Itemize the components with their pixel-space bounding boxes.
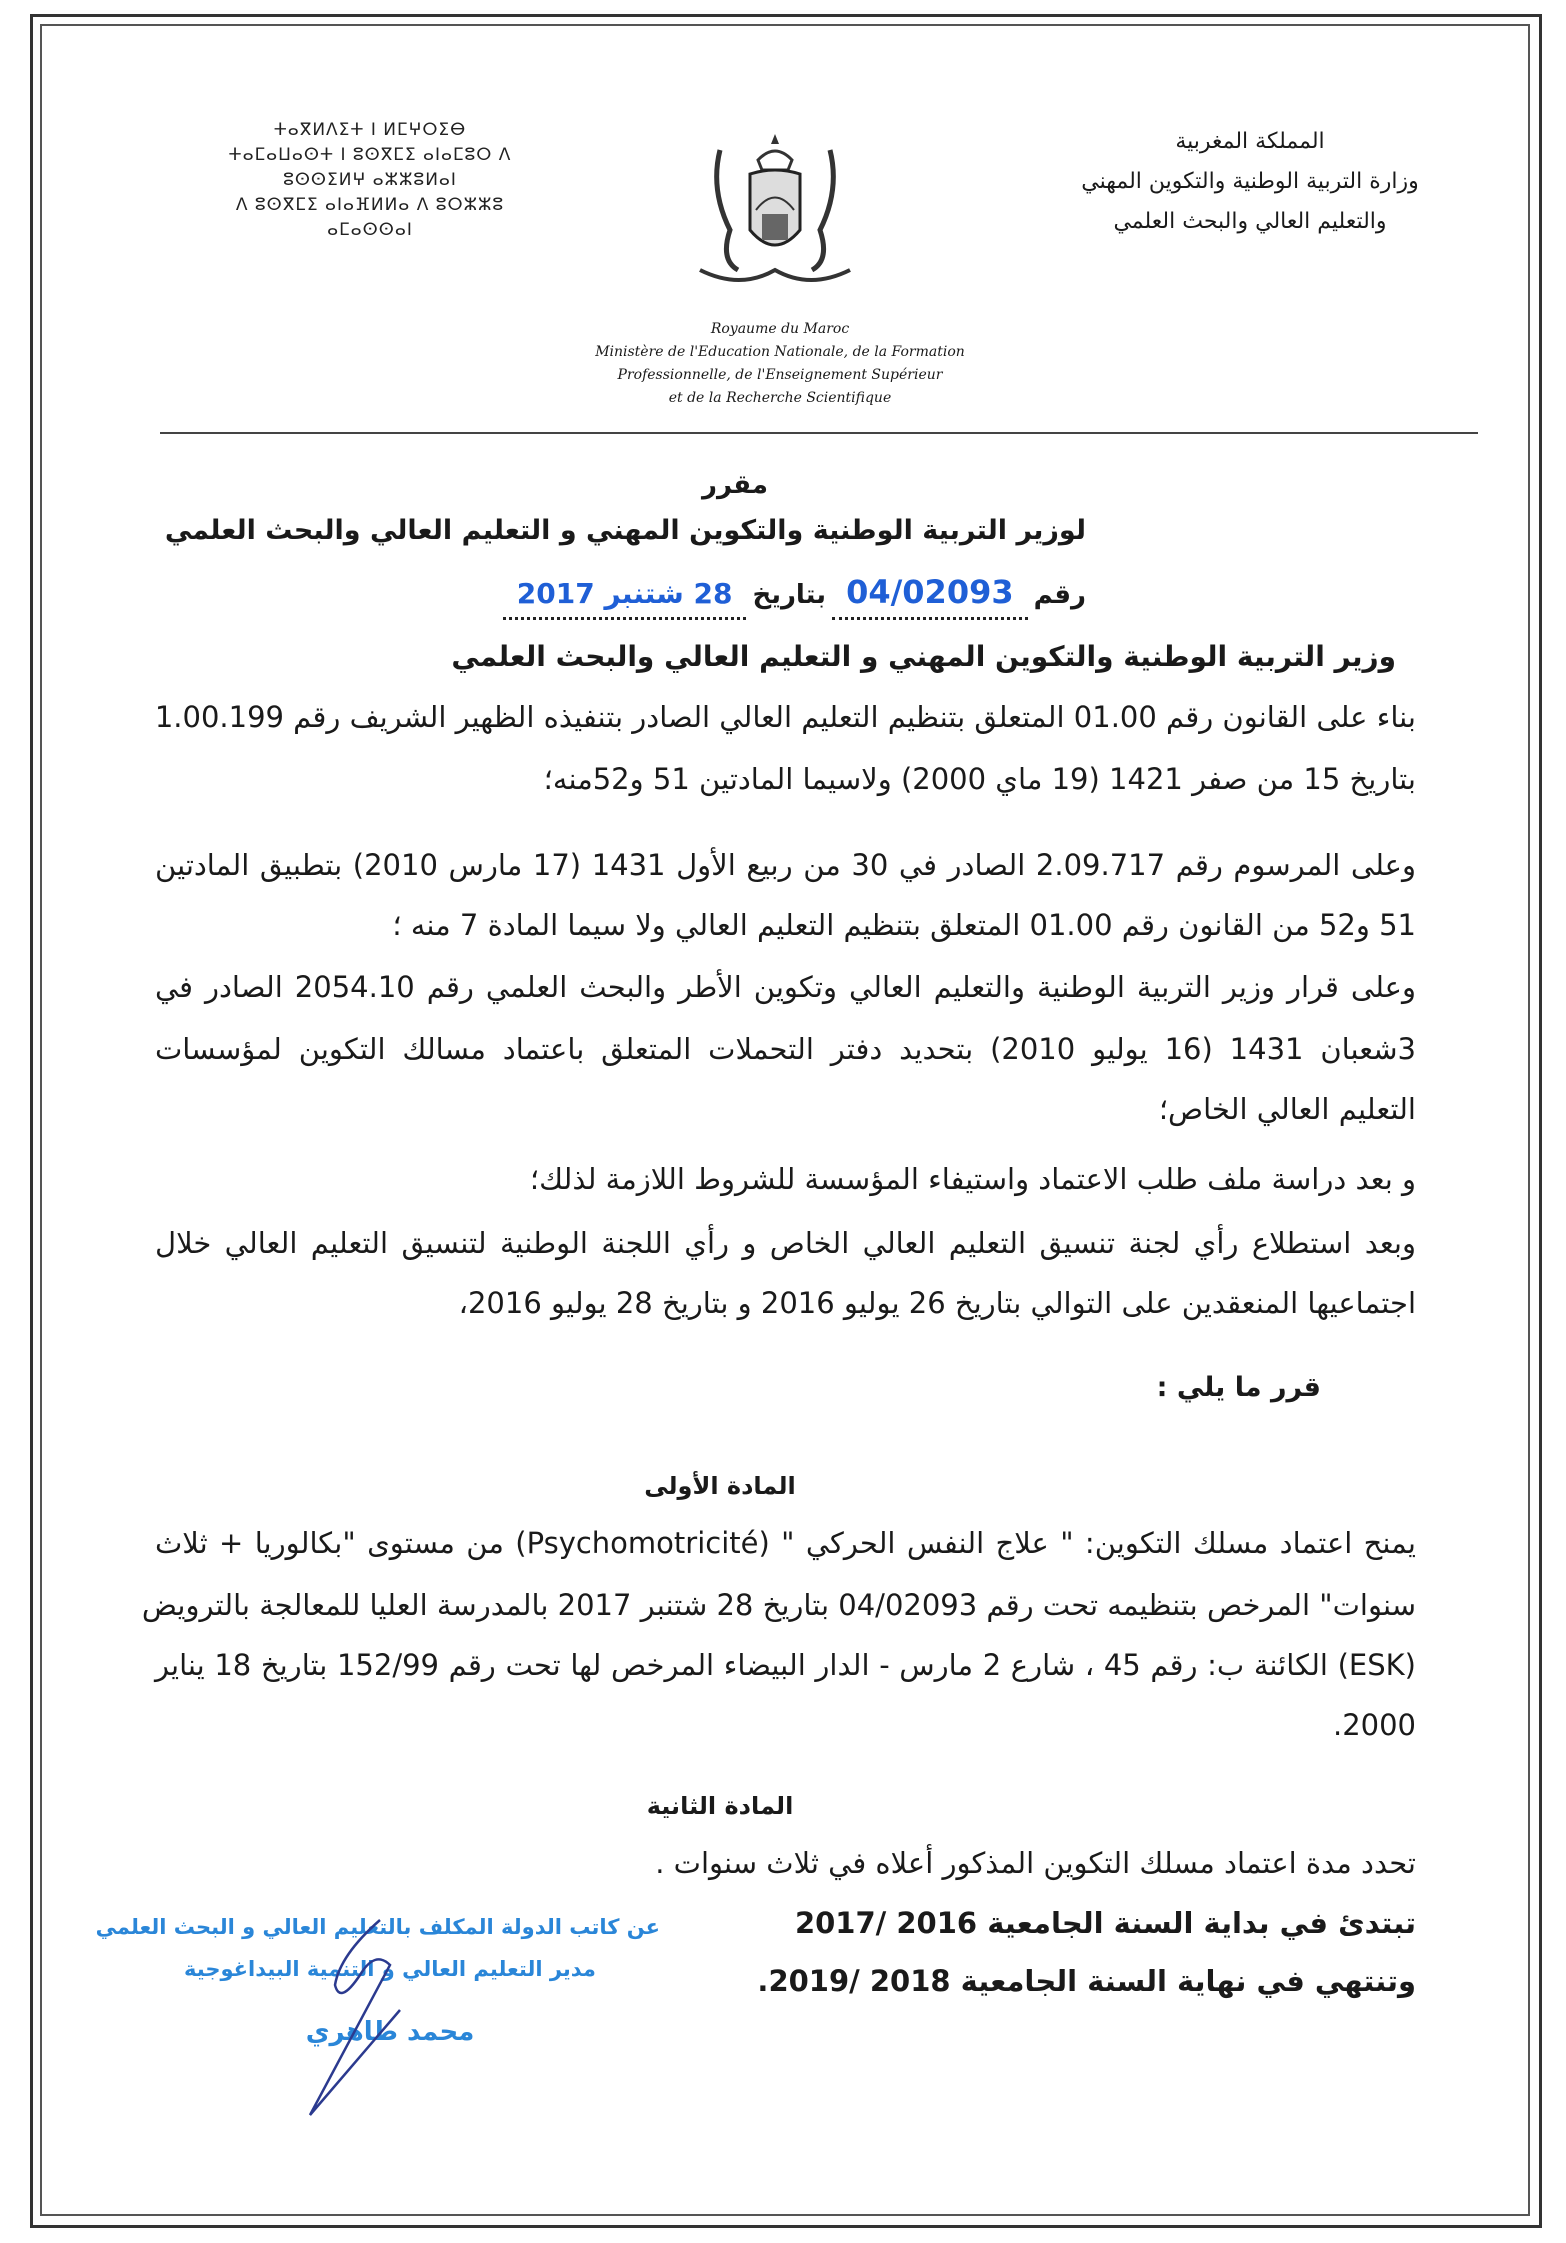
decision-issuer: لوزير التربية الوطنية والتكوين المهني و التعليم العالي والبحث العلمي bbox=[164, 515, 1086, 546]
handwritten-number: 04/02093 bbox=[846, 573, 1014, 611]
french-header bbox=[530, 318, 1030, 410]
french-header-line: et de la Recherche Scientifique bbox=[668, 390, 892, 406]
recital-line: اجتماعيها المنعقدين على التوالي بتاريخ 26 يوليو 2016 و بتاريخ 28 يوليو 2016، bbox=[458, 1286, 1416, 1320]
article1-line: (ESK) الكائنة ب: رقم 45 ، شارع 2 مارس - الدار البيضاء المرخص لها تحت رقم 152/99 بتاريخ 18 يناير bbox=[155, 1648, 1416, 1682]
article1-line: 2000. bbox=[1332, 1708, 1416, 1742]
article1-line: سنوات" المرخص بتنظيمه تحت رقم 04/02093 بتاريخ 28 شتنبر 2017 بالمدرسة العليا للمعالجة بالترويض bbox=[141, 1588, 1416, 1622]
recital-line: بتاريخ 15 من صفر 1421 (19 ماي 2000) ولاسيما المادتين 51 و52منه؛ bbox=[543, 762, 1416, 796]
tifinagh-line: ⴷ ⵓⵙⴳⵎⵉ ⴰⵏⴰⴼⵍⵍⴰ ⴷ ⵓⵔⵣⵣⵓ ⴰⵎⴰⵙⵙⴰⵏ bbox=[235, 195, 505, 240]
article2-title: المادة الثانية bbox=[646, 1792, 794, 1820]
tifinagh-line: ⵜⴰⴳⵍⴷⵉⵜ ⵏ ⵍⵎⵖⵔⵉⴱ bbox=[273, 120, 467, 140]
recital-line: وبعد استطلاع رأي لجنة تنسيق التعليم العالي الخاص و رأي اللجنة الوطنية لتنسيق التعليم العالي خلال bbox=[155, 1226, 1416, 1260]
recital-line: وعلى قرار وزير التربية الوطنية والتعليم العالي وتكوين الأطر والبحث العلمي رقم 2054.10 الصادر في bbox=[155, 970, 1416, 1004]
recital-line: و بعد دراسة ملف طلب الاعتماد واستيفاء المؤسسة للشروط اللازمة لذلك؛ bbox=[529, 1162, 1416, 1196]
recital-line: وعلى المرسوم رقم 2.09.717 الصادر في 30 من ربيع الأول 1431 (17 مارس 2010) بتطبيق المادتين bbox=[155, 848, 1416, 882]
handwritten-date: 28 شتنبر 2017 bbox=[516, 577, 733, 610]
recital-line: 51 و52 من القانون رقم 01.00 المتعلق بتنظيم التعليم العالي ولا سيما المادة 7 منه ؛ bbox=[392, 908, 1416, 942]
tifinagh-line: ⵜⴰⵎⴰⵡⴰⵙⵜ ⵏ ⵓⵙⴳⵎⵉ ⴰⵏⴰⵎⵓⵔ ⴷ ⵓⵙⵙⵉⵍⵖ ⴰⵣⵣⵓⵍⴰⵏ bbox=[228, 145, 512, 190]
coat-of-arms-emblem bbox=[680, 130, 870, 290]
article1-line: يمنح اعتماد مسلك التكوين: " علاج النفس الحركي " (Psychomotricité) من مستوى "بكالوريا + ثلاث bbox=[155, 1526, 1416, 1560]
article2-line: تحدد مدة اعتماد مسلك التكوين المذكور أعلاه في ثلاث سنوات . bbox=[655, 1846, 1416, 1880]
french-header-line: Professionnelle, de l'Enseignement Supérieur bbox=[617, 367, 943, 383]
number-label: رقم bbox=[1033, 580, 1086, 610]
recital-line: التعليم العالي الخاص؛ bbox=[1158, 1092, 1416, 1126]
arabic-header bbox=[1040, 122, 1460, 242]
decision-label: مقرر bbox=[702, 470, 768, 500]
article2-line: وتنتهي في نهاية السنة الجامعية 2018 /2019. bbox=[757, 1964, 1416, 1998]
decides-heading: قرر ما يلي : bbox=[1156, 1372, 1321, 1403]
article2-line: تبتدئ في بداية السنة الجامعية 2016 /2017 bbox=[794, 1906, 1416, 1940]
arabic-header-line: وزارة التربية الوطنية والتكوين المهني bbox=[1081, 169, 1419, 194]
handwritten-signature bbox=[300, 1915, 460, 2125]
stamp-line: مدير التعليم العالي و التنمية البيداغوجية bbox=[184, 1957, 596, 1981]
arabic-header-line: المملكة المغربية bbox=[1175, 129, 1325, 154]
header-divider bbox=[160, 432, 1478, 434]
arabic-header-line: والتعليم العالي والبحث العلمي bbox=[1113, 209, 1387, 234]
stamp-line: محمد طاهري bbox=[305, 2017, 475, 2047]
date-label: بتاريخ bbox=[752, 580, 827, 610]
recital-line: 3شعبان 1431 (16 يوليو 2010) بتحديد دفتر التحملات المتعلق باعتماد مسالك التكوين لمؤسسات bbox=[155, 1032, 1416, 1066]
stamp-line: عن كاتب الدولة المكلف بالتعليم العالي و البحث العلمي bbox=[95, 1915, 660, 1939]
article1-title: المادة الأولى bbox=[644, 1472, 796, 1500]
minister-heading: وزير التربية الوطنية والتكوين المهني و التعليم العالي والبحث العلمي bbox=[451, 640, 1396, 673]
recital-line: بناء على القانون رقم 01.00 المتعلق بتنظيم التعليم العالي الصادر بتنفيذه الظهير الشريف رقم 1.00.199 bbox=[154, 700, 1416, 734]
french-header-line: Ministère de l'Education Nationale, de la Formation bbox=[595, 344, 965, 360]
tifinagh-header bbox=[215, 118, 525, 243]
french-header-line: Royaume du Maroc bbox=[710, 321, 850, 337]
decision-number-row bbox=[497, 570, 1086, 620]
